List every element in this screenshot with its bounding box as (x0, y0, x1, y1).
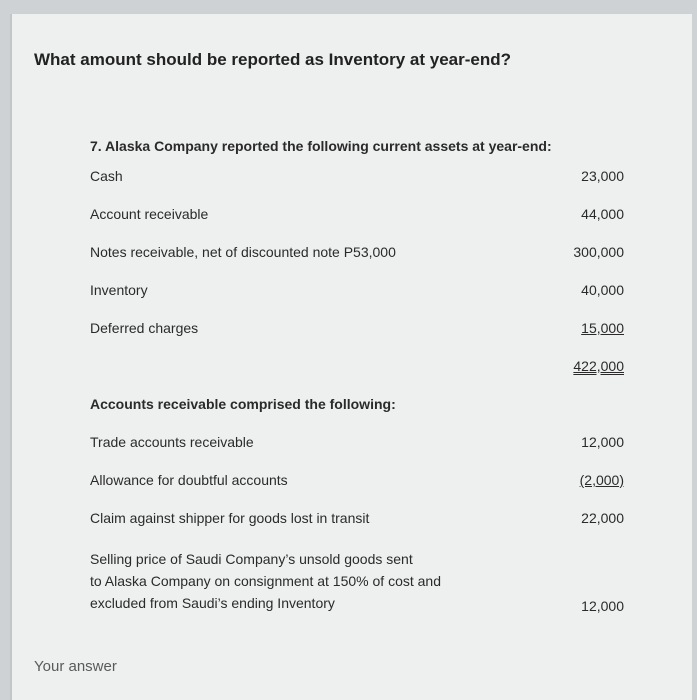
asset-row-deferred-charges (90, 320, 630, 358)
receivable-amount: 22,000 (581, 510, 624, 526)
asset-row-inventory (90, 282, 630, 320)
receivable-row-claim (90, 510, 630, 548)
receivable-amount-value: (2,000) (579, 472, 624, 488)
answer-field[interactable]: Your answer (34, 658, 117, 675)
assets-total (504, 358, 630, 374)
asset-row-notes-receivable (90, 244, 630, 282)
asset-label: Cash (90, 168, 123, 184)
receivable-row-allowance (90, 472, 630, 510)
asset-amount: 300,000 (573, 244, 624, 260)
receivables-heading: Accounts receivable comprised the following: (90, 396, 396, 412)
asset-row-account-receivable (90, 206, 630, 244)
asset-amount: 40,000 (581, 282, 624, 298)
receivable-amount: 12,000 (581, 434, 624, 450)
asset-label: Account receivable (90, 206, 209, 222)
asset-label: Deferred charges (90, 320, 199, 336)
consignment-line: to Alaska Company on consignment at 150% of cost and (90, 573, 441, 589)
asset-amount: 44,000 (581, 206, 624, 222)
assets-total-row (90, 358, 630, 396)
asset-amount: 23,000 (581, 168, 624, 184)
assets-total-value: 422,000 (573, 358, 624, 374)
problem-image (90, 138, 630, 614)
asset-amount-value: 15,000 (581, 320, 624, 336)
receivable-label: Trade accounts receivable (90, 434, 254, 450)
receivable-row-trade (90, 434, 630, 472)
asset-amount (504, 320, 630, 336)
receivable-label: Allowance for doubtful accounts (90, 472, 288, 488)
receivable-row-consignment (90, 548, 630, 614)
problem-heading: 7. Alaska Company reported the following current assets at year-end: (90, 138, 552, 154)
consignment-line: Selling price of Saudi Company’s unsold goods sent (90, 551, 413, 567)
asset-row-cash (90, 168, 630, 206)
receivable-amount (504, 472, 630, 488)
consignment-amount: 12,000 (581, 598, 624, 614)
consignment-label (90, 548, 441, 614)
consignment-line: excluded from Saudi’s ending Inventory (90, 595, 335, 611)
question-title: What amount should be reported as Inventory at year-end? (34, 50, 512, 69)
receivable-label: Claim against shipper for goods lost in transit (90, 510, 370, 526)
asset-label: Inventory (90, 282, 148, 298)
asset-label: Notes receivable, net of discounted note P53,000 (90, 244, 396, 260)
